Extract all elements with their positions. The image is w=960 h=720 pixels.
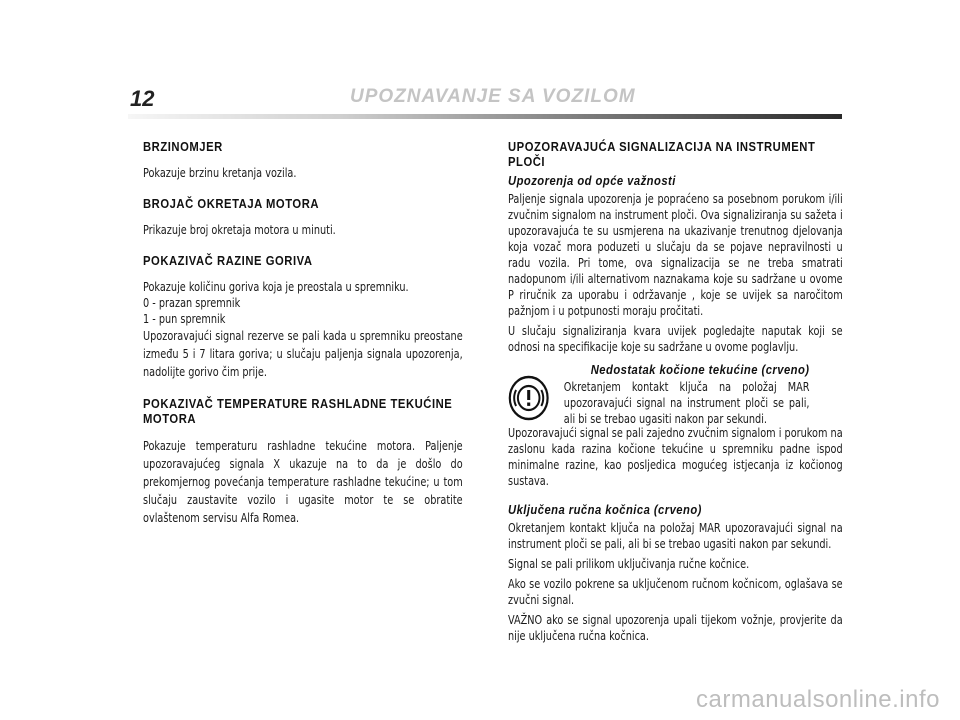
subheading-brake-fluid: Nedostatak kočione tekućine (crveno) (590, 363, 810, 377)
section-text: Okretanjem kontakt ključa na položaj MAR upozoravajući signal na instrument ploči se pali, ali bi se trebao ugasiti nakon par sekundi. (508, 521, 843, 551)
section-text: Okretanjem kontakt ključa na položaj MAR upozoravajući signal na instrument ploči se pali, ali bi se trebao ugasiti nakon par sekundi. (563, 380, 810, 426)
left-column (143, 140, 463, 527)
section-text: Upozoravajući signal rezerve se pali kada u spremniku preostane između 5 i 7 litara goriva; u slučaju paljenja signala upozorenja, nadolijte gorivo čim prije. (143, 329, 463, 379)
section-text: Ako se vozilo pokrene sa uključenom ručnom kočnicom, oglašava se zvučni signal. (508, 577, 843, 607)
section-text: U slučaju signaliziranja kvara uvijek pogledajte naputak koji se odnosi na specifikacije koje su sadržane u ovome poglavlju. (508, 324, 843, 354)
header-rule (128, 114, 842, 119)
section-text: VAŽNO ako se signal upozorenja upali tijekom vožnje, provjerite da nije uključena ručna kočnica. (508, 613, 843, 643)
subheading-general-warnings: Upozorenja od opće važnosti (508, 174, 676, 188)
brake-fluid-warning-block (508, 363, 843, 426)
right-column (508, 140, 843, 644)
section-text: Prikazuje broj okretaja motora u minuti. (143, 223, 336, 237)
section-heading-speedometer: BRZINOMJER (143, 140, 223, 154)
section-text: Pokazuje brzinu kretanja vozila. (143, 166, 297, 180)
section-text: 0 - prazan spremnik (143, 296, 241, 310)
section-heading-coolant-temperature: POKAZIVAČ TEMPERATURE RASHLADNE TEKUĆINE MOTORA (143, 397, 453, 426)
section-text: 1 - pun spremnik (143, 312, 226, 326)
section-heading-tachometer: BROJAČ OKRETAJA MOTORA (143, 197, 320, 211)
section-text: Pokazuje temperaturu rashladne tekućine motora. Paljenje upozoravajućeg signala X ukazuje na to da je došlo do prekomjernog povećanja temperature rashladne tekućine; u tom slučaju zaustavite vozilo i ugasite motor te se obratite ovlaštenom servisu Alfa Romea. (143, 439, 463, 525)
section-text: Pokazuje količinu goriva koja je preostala u spremniku. (143, 280, 409, 294)
section-text: Paljenje signala upozorenja je popraćeno sa posebnom porukom i/ili zvučnim signalom na instrument ploči. Ova signaliziranja su sažeta i upozoravajuća te su usmjerena na ukazivanje trenutnog djelovanja koja vozač mora poduzeti u slučaju da se pojave nepravilnosti u radu vozila. Pri tome, ova signalizacija se ne treba smatrati nadopunom i/ili alternativom naznakama koje su sadržane u ovome P riručnik za uporabu i održavanje , koje se uvijek sa naročitom pažnjom i u potpunosti moraju pročitati. (508, 192, 843, 318)
section-heading-warning-lights: UPOZORAVAJUĆA SIGNALIZACIJA NA INSTRUMENT PLOČI (508, 140, 816, 169)
section-text: Upozoravajući signal se pali zajedno zvučnim signalom i porukom na zaslonu kada razina kočione tekućine u spremniku padne ispod minimalne razine, kao posljedica mogućeg istjecanja iz kočionog sustava. (508, 426, 843, 488)
section-heading-fuel-gauge: POKAZIVAČ RAZINE GORIVA (143, 254, 313, 268)
section-text: Signal se pali prilikom uključivanja ručne kočnice. (508, 557, 750, 571)
running-title: UPOZNAVANJE SA VOZILOM (350, 86, 636, 107)
subheading-handbrake: Uključena ručna kočnica (crveno) (508, 503, 702, 517)
watermark: carmanualsonline.info (696, 686, 940, 713)
brake-warning-icon (508, 375, 549, 421)
page-number: 12 (130, 86, 155, 111)
